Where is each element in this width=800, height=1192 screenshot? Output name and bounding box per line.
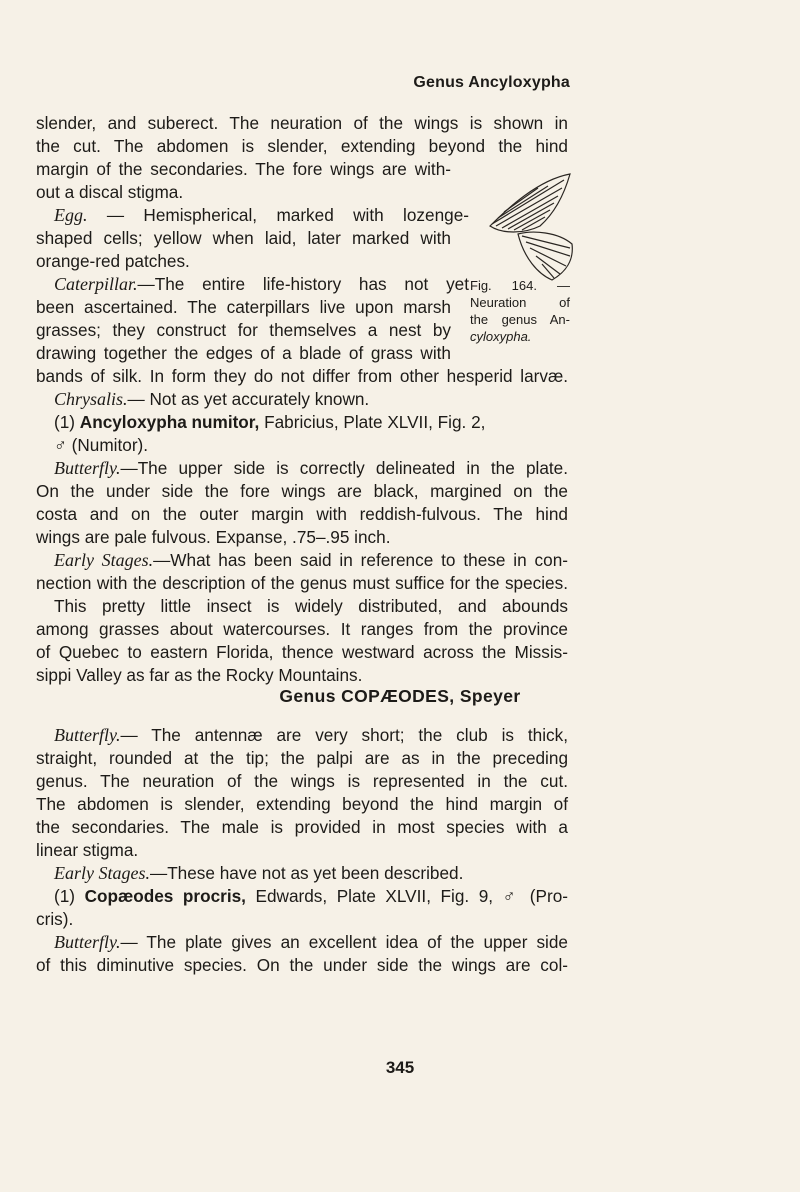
- text-line: [36, 503, 568, 526]
- text-line: [36, 908, 568, 931]
- line-text: —The upper side is correctly delineated in the plate.: [120, 458, 568, 478]
- text-line: [36, 112, 568, 135]
- text-line: [36, 388, 568, 411]
- line-text: — The plate gives an excellent idea of the upper side: [120, 932, 568, 952]
- italic-heading: Early Stages.: [54, 863, 150, 883]
- text-line: [36, 618, 568, 641]
- italic-heading: Butterfly.: [54, 458, 121, 478]
- line-text: slender, and suberect. The neuration of the wings is shown in: [36, 113, 568, 133]
- page-number: 345: [385, 1058, 415, 1077]
- line-text: costa and on the outer margin with reddish-fulvous. The hind: [36, 504, 568, 524]
- line-text: — Hemispherical, marked with lozenge-: [87, 205, 469, 225]
- text-line: [36, 839, 568, 862]
- line-text: The abdomen is slender, extending beyond the hind margin of: [36, 794, 568, 814]
- text-line: [36, 747, 568, 770]
- line-text: the secondaries. The male is provided in most species with a: [36, 817, 568, 837]
- text-line: [36, 296, 451, 319]
- text-line: [36, 816, 568, 839]
- text-line: [36, 664, 568, 687]
- line-text: drawing together the edges of a blade of grass with: [36, 343, 451, 363]
- figure-caption: [470, 277, 570, 345]
- line-text: of this diminutive species. On the under side the wings are col-: [36, 955, 568, 975]
- text-line: [36, 135, 568, 158]
- text-line: [36, 526, 568, 549]
- line-text: margin of the secondaries. The fore wings are with-: [36, 159, 451, 179]
- line-text: This pretty little insect is widely distributed, and abounds: [54, 596, 568, 616]
- text-line: [36, 595, 568, 618]
- text-line: [36, 641, 568, 664]
- text-line: [36, 204, 469, 227]
- line-text: among grasses about watercourses. It ranges from the province: [36, 619, 568, 639]
- line-text: ♂ (Numitor).: [54, 435, 149, 455]
- line-text: Fabricius, Plate XLVII, Fig. 2,: [259, 412, 486, 432]
- wing-neuration-figure: [478, 168, 578, 288]
- line-text: genus. The neuration of the wings is represented in the cut.: [36, 771, 568, 791]
- line-text: out a discal stigma.: [36, 182, 184, 202]
- text-line: [36, 862, 568, 885]
- line-text: — Not as yet accurately known.: [127, 389, 370, 409]
- text-line: [36, 724, 568, 747]
- species-name: Copæodes procris,: [84, 886, 246, 906]
- line-text: the cut. The abdomen is slender, extending beyond the hind: [36, 136, 568, 156]
- line-text: —These have not as yet been described.: [150, 863, 464, 883]
- section-title: Genus COPÆODES, Speyer: [279, 686, 521, 706]
- text-line: [36, 770, 568, 793]
- text-line: [36, 793, 568, 816]
- line-text: sippi Valley as far as the Rocky Mountains.: [36, 665, 363, 685]
- text-line: [36, 342, 451, 365]
- line-text: linear stigma.: [36, 840, 139, 860]
- text-line: [36, 572, 568, 595]
- caption-line: Fig. 164. —: [470, 278, 570, 293]
- text-line: [36, 227, 451, 250]
- line-text: —The entire life-history has not yet: [137, 274, 469, 294]
- body-text-copaeodes: [36, 724, 568, 977]
- caption-line: Neuration of: [470, 295, 570, 310]
- line-text: Edwards, Plate XLVII, Fig. 9, ♂ (Pro-: [245, 886, 568, 906]
- line-text: cris).: [36, 909, 74, 929]
- text-line: [36, 885, 568, 908]
- line-text: —What has been said in reference to these in con-: [153, 550, 568, 570]
- text-line: [36, 434, 568, 457]
- text-line: [36, 931, 568, 954]
- italic-heading: Chrysalis.: [54, 389, 128, 409]
- line-text: wings are pale fulvous. Expanse, .75–.95 inch.: [36, 527, 391, 547]
- italic-heading: Early Stages.: [54, 550, 154, 570]
- line-text: of Quebec to eastern Florida, thence westward across the Missis-: [36, 642, 568, 662]
- caption-line: the genus An-: [470, 312, 570, 327]
- line-text: shaped cells; yellow when laid, later marked with: [36, 228, 451, 248]
- species-name: Ancyloxypha numitor,: [79, 412, 260, 432]
- line-text: nection with the description of the genus must suffice for the species.: [36, 573, 568, 593]
- text-line: [36, 549, 568, 572]
- text-line: [36, 158, 451, 181]
- text-line: [36, 457, 568, 480]
- italic-heading: Butterfly.: [54, 725, 121, 745]
- italic-heading: Egg.: [54, 205, 88, 225]
- text-line: [36, 411, 568, 434]
- text-line: [36, 480, 568, 503]
- line-text: — The antennæ are very short; the club is thick,: [120, 725, 568, 745]
- line-text: straight, rounded at the tip; the palpi are as in the preceding: [36, 748, 568, 768]
- text-line: [36, 319, 451, 342]
- line-text: On the under side the fore wings are black, margined on the: [36, 481, 568, 501]
- running-head: Genus Ancyloxypha: [413, 74, 570, 91]
- text-line: [36, 954, 568, 977]
- line-text: (1): [54, 412, 80, 432]
- caption-line: cyloxypha.: [470, 329, 532, 344]
- italic-heading: Caterpillar.: [54, 274, 138, 294]
- italic-heading: Butterfly.: [54, 932, 121, 952]
- line-text: bands of silk. In form they do not differ from other hesperid larvæ.: [36, 366, 568, 386]
- text-line: [36, 365, 568, 388]
- line-text: (1): [54, 886, 85, 906]
- text-line: [36, 273, 469, 296]
- line-text: grasses; they construct for themselves a nest by: [36, 320, 451, 340]
- line-text: orange-red patches.: [36, 251, 190, 271]
- line-text: been ascertained. The caterpillars live upon marsh: [36, 297, 451, 317]
